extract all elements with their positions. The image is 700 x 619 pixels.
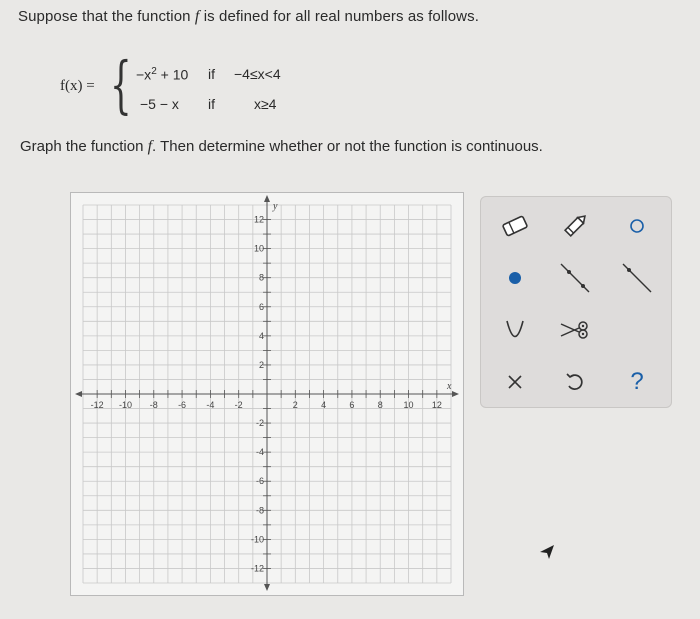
prompt-part1: Graph the function	[20, 138, 148, 155]
scissors-tool[interactable]	[547, 305, 603, 355]
function-name: f	[194, 8, 200, 25]
y-tick-label: -8	[255, 505, 264, 516]
prompt-text	[20, 138, 543, 156]
question-part2: is defined for all real numbers as follows.	[199, 8, 479, 25]
ray-icon	[619, 260, 655, 296]
x-axis-label: x	[447, 381, 452, 392]
pencil-tool[interactable]	[547, 201, 603, 251]
line-segment-tool[interactable]	[547, 253, 603, 303]
x-tick-label: -8	[149, 400, 158, 410]
x-tick-label: 2	[292, 400, 298, 410]
x-tick-label: -6	[178, 400, 187, 410]
y-tick-label: -12	[250, 563, 264, 574]
parabola-tool[interactable]	[487, 305, 543, 355]
scissors-icon	[559, 318, 591, 342]
case-2-condition: x≥4	[254, 96, 277, 112]
x-axis-arrow-left	[75, 391, 82, 397]
x-tick-label: -10	[118, 400, 132, 410]
point-tool[interactable]	[487, 253, 543, 303]
eraser-tool[interactable]	[487, 201, 543, 251]
open-circle-icon	[627, 216, 647, 236]
case-1-condition: −4≤x<4	[234, 66, 281, 82]
ray-tool[interactable]	[609, 253, 665, 303]
y-axis-arrow-down	[264, 584, 270, 591]
y-tick-label: 8	[258, 272, 264, 283]
y-axis-arrow-up	[264, 195, 270, 202]
line-segment-icon	[557, 260, 593, 296]
undo-tool[interactable]	[547, 357, 603, 407]
help-tool[interactable]	[609, 357, 665, 407]
y-tick-label: -10	[250, 534, 264, 545]
graph-toolbox	[480, 196, 672, 408]
clear-x-icon	[506, 373, 524, 391]
question-text	[18, 8, 479, 26]
piecewise-definition	[60, 48, 360, 128]
y-tick-label: 2	[258, 359, 264, 370]
parabola-icon	[503, 318, 527, 342]
question-part1: Suppose that the function	[18, 8, 195, 25]
x-tick-label: -4	[206, 400, 215, 410]
eraser-icon	[500, 215, 530, 237]
x-axis-arrow-right	[452, 391, 459, 397]
mouse-cursor-icon	[539, 544, 555, 560]
y-tick-label: 10	[253, 243, 264, 254]
y-tick-label: -6	[255, 476, 264, 487]
case-2-if: if	[208, 96, 215, 112]
left-brace: {	[110, 48, 132, 121]
x-tick-label: 6	[349, 400, 355, 410]
x-tick-label: 12	[431, 400, 442, 410]
pencil-icon	[560, 211, 590, 241]
case-1-expr-b: + 10	[156, 66, 189, 83]
x-tick-label: 10	[403, 400, 414, 410]
y-axis-label: y	[273, 201, 278, 212]
closed-point-icon	[505, 268, 525, 288]
open-circle-tool[interactable]	[609, 201, 665, 251]
case-2-expr: −5 − x	[140, 96, 179, 112]
help-icon: ?	[630, 368, 644, 395]
y-tick-label: -2	[255, 418, 264, 429]
y-tick-label: -4	[255, 447, 264, 458]
graph-panel[interactable]	[70, 192, 464, 596]
coordinate-grid[interactable]	[71, 193, 463, 595]
prompt-function-name: f	[147, 138, 153, 155]
undo-icon	[564, 371, 586, 393]
x-tick-label: 4	[321, 400, 327, 410]
function-lhs: f(x) =	[60, 78, 95, 94]
clear-tool[interactable]	[487, 357, 543, 407]
case-1-expr-a: −x	[136, 66, 152, 83]
x-tick-label: 8	[377, 400, 383, 410]
y-tick-label: 12	[253, 214, 264, 225]
case-1-if: if	[208, 66, 215, 82]
y-tick-label: 4	[258, 330, 264, 341]
prompt-part2: . Then determine whether or not the function is continuous.	[152, 138, 543, 155]
x-tick-label: -12	[90, 400, 104, 410]
y-tick-label: 6	[258, 301, 264, 312]
x-tick-label: -2	[234, 400, 243, 410]
case-1-exponent: 2	[151, 66, 157, 77]
